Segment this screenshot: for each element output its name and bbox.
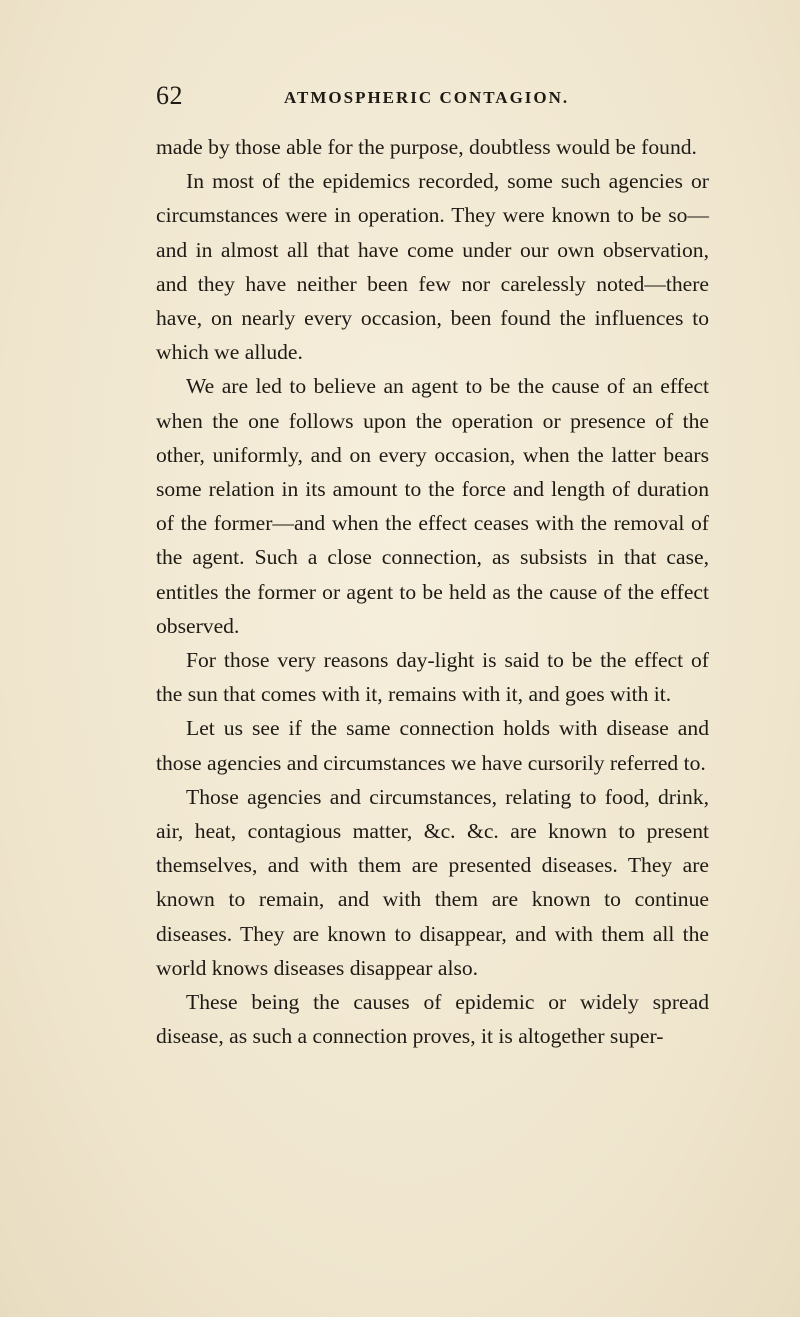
running-title: ATMOSPHERIC CONTAGION. bbox=[284, 88, 570, 107]
page-number: 62 bbox=[156, 81, 183, 110]
paragraph: These being the causes of epidemic or widely spread disease, as such a connection proves, it is altogether super- bbox=[156, 990, 709, 1049]
paragraph: Those agencies and circumstances, relating to food, drink, air, heat, contagious matter, &c. &c. are known to present themselves, and with them are presented diseases. They are known to remain, and with them are known to continue diseases. They are known to disappear, and with them all the world knows diseases disappear also. bbox=[156, 784, 709, 980]
paragraph: Let us see if the same connection holds with disease and those agencies and circumstances we have cursorily referred to. bbox=[156, 716, 709, 775]
paragraph: We are led to believe an agent to be the cause of an effect when the one follows upon the operation or presence of the other, uniformly, and on every occasion, when the latter bears some relation in its amount to the force and length of duration of the former—and when the effect ceases with the removal of the agent. Such a close connection, as subsists in that case, entitles the former or agent to be held as the cause of the effect observed. bbox=[156, 374, 709, 638]
paragraph: made by those able for the purpose, doubtless would be found. bbox=[156, 135, 697, 159]
paragraph: In most of the epidemics recorded, some such agencies or circumstances were in operation. They were known to be so—and in almost all that have come under our own observation, and they have neither been few nor carelessly noted—there have, on nearly every occasion, been found the influences to which we allude. bbox=[156, 169, 709, 365]
body-text bbox=[156, 130, 709, 1053]
paragraph: For those very reasons day-light is said to be the effect of the sun that comes with it, remains with it, and goes with it. bbox=[156, 648, 709, 707]
page-header bbox=[156, 80, 716, 112]
